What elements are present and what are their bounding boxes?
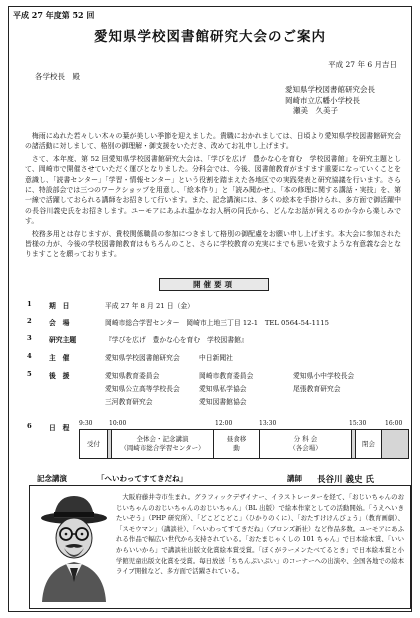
item-number: 2 [27, 317, 32, 325]
time-label: 16:00 [385, 420, 403, 427]
support-org: 愛知県小中学校長会 [293, 372, 355, 380]
item-number: 5 [27, 370, 32, 378]
item-value: 『学びを広げ 豊かな心を育む 学校図書館』 [105, 336, 248, 344]
portrait-illustration [36, 490, 112, 602]
item-value: 岡崎市総合学習センター 岡崎市上地三丁目 12-1 TEL 0564-54-1115 [105, 319, 329, 327]
time-label: 15:30 [349, 420, 367, 427]
item-date [27, 300, 194, 310]
support-org: 愛知県公立高等学校長会 [105, 385, 180, 393]
item-label: 会 場 [49, 319, 70, 327]
letter-paragraph: さて、本年度、第 52 回愛知県学校図書館研究大会は、「学びを広げ 豊かな心を育む 学校図書館」を研究主題として、岡崎市で開催させていただく運びとなりました。分科会では、今後、図書館教育がますます重要になっていくことを意識し、「読書センター」「学習・情報センター」という役割を踏まえた各地区での実践発表と研究協議を行います。さらに、特設部会では三つのワークショップを用意し、「絵本作り」と「読み聞かせ」、「本の修理に関する講話・実技」を、第一線で活躍しておられる講師をお招きして行います。また、記念講演には、多くの絵本を手掛けられ、多方面で御活躍中の長谷川義史氏をお招きします。ユーモアにあふれ温かなお人柄の同氏から、どんなお話が伺えるのか今から楽しみです。 [25, 154, 401, 226]
block-sub: （各会場） [289, 444, 322, 452]
schedule-block-reception: 受付 [80, 430, 108, 458]
sender-org: 愛知県学校図書館研究会長 [285, 85, 375, 94]
item-venue [27, 317, 329, 327]
item-value: 愛知県学校図書館研究会 [105, 354, 180, 362]
letter-paragraph: 校務多用とは存じますが、貴校関係職員の参加につきまして格別の御配慮をお願い申し上げます。本大会に参加された皆様の力が、今後の学校図書館教育はもちろんのこと、さらに学校教育の充実にまでも思いを致すような有意義な会となりますことを願っております。 [25, 229, 401, 259]
item-label: 日 程 [49, 424, 70, 432]
item-number: 1 [27, 300, 32, 308]
item-theme [27, 334, 248, 344]
letter-recipient: 各学校長 殿 [35, 72, 80, 81]
support-org: 愛知県教育委員会 [105, 372, 160, 380]
schedule-block-sessions [260, 430, 352, 458]
item-label: 期 日 [49, 302, 70, 310]
lecturer-bio-box [29, 485, 411, 609]
letter-body [25, 131, 401, 262]
block-label: 分 科 会 [293, 435, 318, 443]
item-number: 6 [27, 422, 32, 430]
support-org: 岡崎市教育委員会 [199, 372, 254, 380]
time-label: 12:00 [215, 420, 233, 427]
support-org: 愛知図書館協会 [199, 398, 247, 406]
time-label: 10:00 [109, 420, 127, 427]
lecturer-label: 講師 [287, 474, 302, 483]
letter-date: 平成 27 年 6 月吉日 [328, 60, 397, 69]
support-list [105, 370, 387, 406]
item-label: 後 援 [49, 372, 70, 380]
item-label: 研究主題 [49, 336, 77, 344]
block-sub: （岡崎市総合学習センター） [120, 444, 205, 452]
support-org: 愛知県私学協会 [199, 385, 247, 393]
edition-label: 平成 27 年度第 52 回 [13, 10, 95, 20]
sender-name: 瀬美 久美子 [293, 106, 338, 115]
item-number: 4 [27, 352, 32, 360]
lecturer-name: 長谷川 義史 氏 [317, 475, 374, 485]
schedule-separator [382, 430, 408, 458]
lecture-label: 記念講演 [37, 474, 67, 483]
item-value: 平成 27 年 8 月 21 日（金） [105, 302, 194, 310]
item-number: 3 [27, 334, 32, 342]
schedule-block-lunch: 昼食移動 [214, 430, 260, 458]
page-title: 愛知県学校図書館研究大会のご案内 [94, 29, 326, 45]
schedule-block-plenary [112, 430, 214, 458]
lecturer-bio: 大阪府藤井寺市生まれ。グラフィックデザイナー、イラストレーターを経て、「おじいちゃんのおじいちゃんのおじいちゃんのおじいちゃん」（BL 出版）で絵本作家としての活動開始。「うえへいきたいぞう」（PHP 研究所）、「どこどこどこ」（ひかりのくに）、「おたすけけんびょう」（教育画劇）、「スモウマン」（講談社）、「へいわってすてきだね」（ブロンズ新社）など作品多数。ユーモアにあふれる作品で幅広い世代から支持されている。「おたまじゃくしの 101 ちゃん」で日本絵本賞、「いいからいいから」で講談社出版文化賞絵本賞受賞。「ぼくがラーメンたべてるとき」で日本絵本賞と小学館児童出版文化賞を受賞。毎日放送「ちちんぷいぷい」のコーナーへの出演や、全国各地での絵本ライブ開催など、多方面で活躍されている。 [116, 493, 404, 576]
support-org: 三河教育研究会 [105, 398, 153, 406]
item-value: 中日新聞社 [199, 354, 233, 362]
item-label: 主 催 [49, 354, 70, 362]
item-support [27, 370, 387, 406]
time-label: 13:30 [259, 420, 277, 427]
item-host [27, 352, 233, 362]
flyer-page [8, 6, 412, 612]
lecture-title: 「へいわってすてきだね」 [97, 474, 188, 483]
sender-school: 岡崎市立広幡小学校長 [285, 95, 360, 105]
support-org: 尾張教育研究会 [293, 385, 341, 393]
schedule-table [79, 429, 409, 459]
time-label: 9:30 [79, 420, 93, 427]
section-title: 開催要項 [159, 278, 269, 291]
letter-sender [285, 85, 375, 117]
schedule-block-closing: 閉会 [356, 430, 382, 458]
block-label: 全体会・記念講演 [136, 435, 189, 443]
letter-paragraph: 梅雨にぬれた若々しい木々の葉が美しい季節を迎えました。貴職におかれましては、日頃より愛知県学校図書館研究会の諸活動に対しまして、格別の御理解・御支援をいただき、改めてお礼申し上げます。 [25, 132, 401, 151]
keynote-lecture [37, 473, 397, 485]
